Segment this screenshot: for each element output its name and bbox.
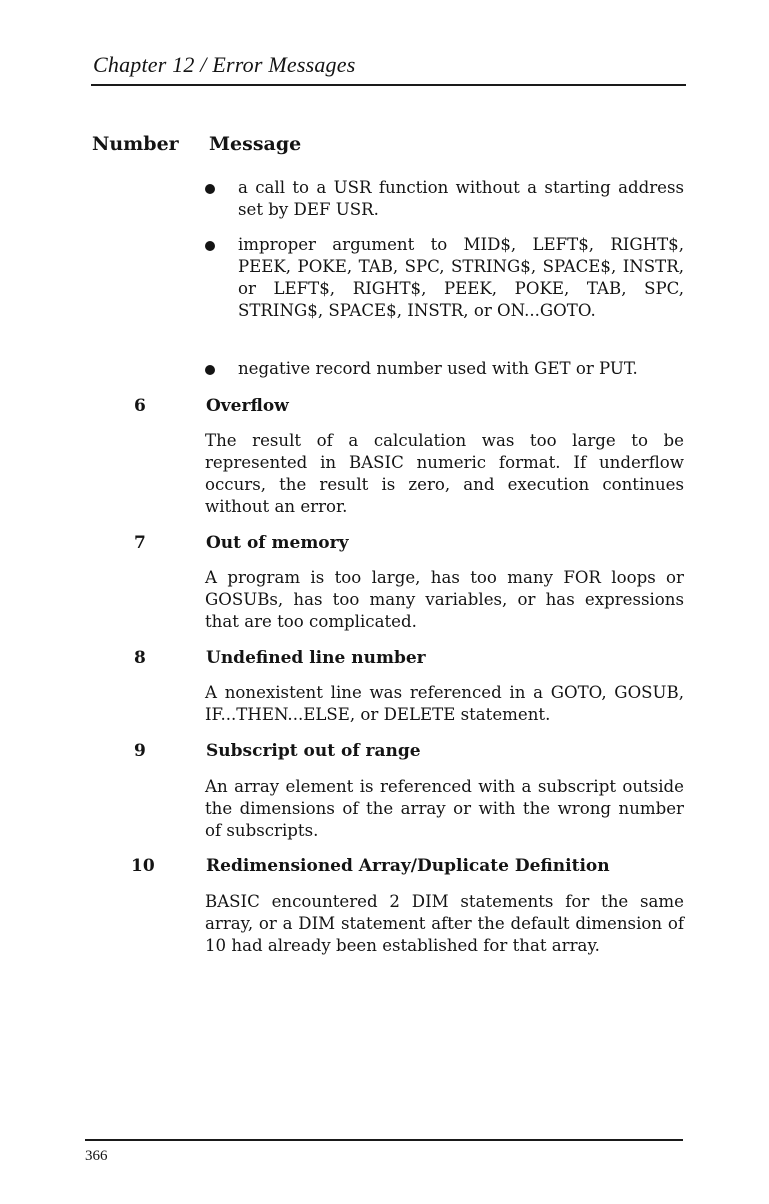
message-column-heading: Message [209,133,302,155]
number-column-heading: Number [92,133,179,155]
bullet-item [205,234,684,322]
error-description: A program is too large, has too many FOR loops or GOSUBs, has too many variables, or has expressions that are too complicated. [205,568,684,631]
page-number: 366 [85,1148,108,1164]
bullet-text: negative record number used with GET or PUT. [238,359,638,378]
error-title: Overflow [206,396,289,416]
bullet-item [205,358,684,380]
bullet-dot-icon [205,184,215,194]
error-number: 6 [134,396,146,416]
error-description: A nonexistent line was referenced in a GOTO, GOSUB, IF...THEN...ELSE, or DELETE statement. [205,683,684,724]
error-description: An array element is referenced with a subscript outside the dimensions of the array or with the wrong number of subscripts. [205,777,684,840]
header-rule [91,84,686,86]
footer-rule [85,1139,683,1141]
error-title: Subscript out of range [206,741,421,761]
error-title: Out of memory [206,533,349,553]
error-title: Redimensioned Array/Duplicate Definition [206,856,610,876]
bullet-text: a call to a USR function without a starting address set by DEF USR. [238,178,684,219]
error-number: 8 [134,648,146,668]
bullet-text: improper argument to MID$, LEFT$, RIGHT$, PEEK, POKE, TAB, SPC, STRING$, SPACE$, INSTR, or LEFT$, RIGHT$, PEEK, POKE, TAB, SPC, STRING$, SPACE$, INSTR, or ON...GOTO. [238,235,684,320]
error-title: Undefined line number [206,648,426,668]
error-number: 9 [134,741,146,761]
bullet-dot-icon [205,365,215,375]
error-number: 10 [131,856,155,876]
error-number: 7 [134,533,146,553]
running-header: Chapter 12 / Error Messages [93,52,356,77]
bullet-dot-icon [205,241,215,251]
bullet-item [205,177,684,221]
error-description: The result of a calculation was too large to be represented in BASIC numeric format. If underflow occurs, the result is zero, and execution continues without an error. [205,431,684,516]
error-description: BASIC encountered 2 DIM statements for the same array, or a DIM statement after the default dimension of 10 had already been established for that array. [205,892,684,955]
